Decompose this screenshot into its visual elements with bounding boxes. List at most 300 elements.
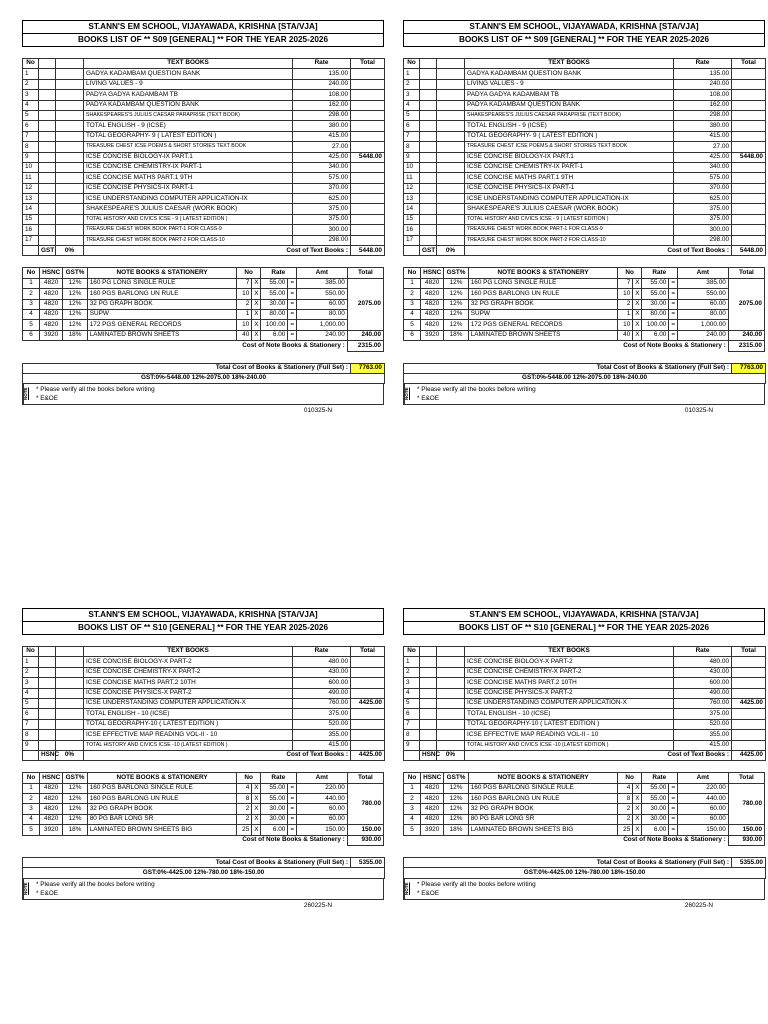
notebook-no: 3 xyxy=(404,804,421,814)
equals-sign: = xyxy=(288,804,297,814)
textbook-name: ICSE UNDERSTANDING COMPUTER APPLICATION-X xyxy=(465,698,674,708)
textbook-rate: 135.00 xyxy=(293,69,351,79)
notebook-row xyxy=(404,814,765,824)
textbook-no: 4 xyxy=(23,100,39,110)
textbooks-header-row xyxy=(404,59,766,69)
notebook-name: 160 PGS BARLONG SINGLE RULE xyxy=(468,783,618,793)
s10-list-right xyxy=(403,608,765,909)
notebook-rate: 30.00 xyxy=(260,299,288,309)
equals-sign: = xyxy=(669,783,678,793)
textbook-name: ICSE CONCISE PHYSICS-IX PART-1 xyxy=(84,183,293,193)
textbook-name: ICSE CONCISE PHYSICS-X PART-2 xyxy=(465,688,674,698)
multiply-sign: X xyxy=(633,289,641,299)
textbook-rate: 430.00 xyxy=(293,667,351,677)
textbook-rate: 375.00 xyxy=(674,204,732,214)
textbook-no: 5 xyxy=(404,698,420,708)
textbook-row xyxy=(404,214,766,224)
textbook-no: 8 xyxy=(23,730,39,740)
notebook-no: 4 xyxy=(23,309,40,319)
notebook-no: 3 xyxy=(404,299,421,309)
textbook-row xyxy=(23,152,385,162)
note-line: * Please verify all the books before writing xyxy=(36,386,155,394)
document-code: 010325-N xyxy=(303,407,332,415)
textbook-name: LIVING VALUES - 9 xyxy=(465,79,674,89)
notebooks-table xyxy=(403,772,765,846)
textbook-row xyxy=(23,90,385,100)
textbook-rate: 600.00 xyxy=(674,678,732,688)
textbook-no: 17 xyxy=(23,235,39,245)
notebook-gst: 18% xyxy=(444,330,468,340)
notebook-gst: 12% xyxy=(63,320,87,330)
notebook-name: 160 PGS BARLONG UN RULE xyxy=(468,289,618,299)
equals-sign: = xyxy=(669,804,678,814)
equals-sign: = xyxy=(288,309,297,319)
textbook-name: ICSE CONCISE CHEMISTRY-IX PART-1 xyxy=(465,162,674,172)
notebook-row xyxy=(404,309,765,319)
textbook-no: 2 xyxy=(404,79,420,89)
textbook-row xyxy=(404,152,766,162)
textbook-no: 1 xyxy=(404,69,420,79)
notebook-hsnc: 4820 xyxy=(420,794,443,804)
textbook-no: 14 xyxy=(23,204,39,214)
gst-label: GST xyxy=(39,246,56,256)
notebook-name: 160 PGS BARLONG UN RULE xyxy=(87,794,237,804)
notebook-amt: 80.00 xyxy=(677,309,728,319)
textbook-rate: 298.00 xyxy=(293,110,351,120)
col-header-total: Total xyxy=(351,647,385,657)
notebooks-cost-label: Cost of Note Books & Stationery : xyxy=(23,835,348,845)
multiply-sign: X xyxy=(252,783,260,793)
textbook-name: TREASURE CHEST WORK BOOK PART-2 FOR CLASS-10 xyxy=(84,235,293,245)
textbook-rate: 415.00 xyxy=(674,131,732,141)
notebook-qty: 25 xyxy=(237,825,252,835)
notebook-name: LAMINATED BROWN SHEETS BIG xyxy=(87,825,237,835)
notebook-no: 5 xyxy=(23,825,40,835)
equals-sign: = xyxy=(669,278,678,288)
textbook-no: 7 xyxy=(404,131,420,141)
notebook-amt: 385.00 xyxy=(296,278,347,288)
textbooks-cost: 5448.00 xyxy=(732,246,766,256)
grand-total-value: 7763.00 xyxy=(732,363,766,373)
notebook-gst: 12% xyxy=(63,804,87,814)
notebook-name: 160 PGS BARLONG UN RULE xyxy=(468,794,618,804)
equals-sign: = xyxy=(288,783,297,793)
textbooks-cost-row xyxy=(23,246,385,256)
textbook-name: GADYA KADAMBAM QUESTION BANK xyxy=(465,69,674,79)
textbook-rate: 625.00 xyxy=(674,194,732,204)
grand-total-label: Total Cost of Books & Stationery (Full Set) : xyxy=(404,363,732,373)
textbook-row xyxy=(23,131,385,141)
textbook-row xyxy=(404,100,766,110)
notebook-name: 172 PGS GENERAL RECORDS xyxy=(87,320,237,330)
note-box xyxy=(22,384,384,405)
col-header-gst: GST% xyxy=(63,268,87,278)
note-line: * Please verify all the books before writing xyxy=(417,386,536,394)
textbook-rate: 415.00 xyxy=(674,740,732,750)
col-header-no: No xyxy=(23,59,39,69)
equals-sign: = xyxy=(669,794,678,804)
notebook-amt: 1,000.00 xyxy=(677,320,728,330)
notebook-row xyxy=(404,289,765,299)
multiply-sign: X xyxy=(252,814,260,824)
textbook-row xyxy=(404,235,766,245)
grand-total-label: Total Cost of Books & Stationery (Full Set) : xyxy=(23,363,351,373)
col-header-notebooks: NOTE BOOKS & STATIONERY xyxy=(87,773,237,783)
textbook-row xyxy=(404,730,766,740)
notebook-hsnc: 4820 xyxy=(39,814,62,824)
textbook-name: ICSE EFFECTIVE MAP READING VOL-II - 10 xyxy=(465,730,674,740)
notebook-hsnc: 4820 xyxy=(39,289,62,299)
textbook-rate: 375.00 xyxy=(293,204,351,214)
equals-sign: = xyxy=(288,330,297,340)
textbook-rate: 380.00 xyxy=(674,121,732,131)
notebook-hsnc: 4820 xyxy=(420,814,443,824)
sheet-header xyxy=(22,20,384,47)
notebook-amt: 150.00 xyxy=(677,825,728,835)
textbook-row xyxy=(23,688,385,698)
notebook-hsnc: 4820 xyxy=(420,804,443,814)
textbooks-cost-label: Cost of Text Books : xyxy=(84,750,351,760)
textbook-row xyxy=(404,173,766,183)
note-label: NOTE xyxy=(404,384,415,404)
textbook-row xyxy=(404,162,766,172)
textbook-rate: 298.00 xyxy=(674,110,732,120)
notebook-amt: 440.00 xyxy=(296,794,347,804)
textbook-row xyxy=(404,225,766,235)
textbook-name: GADYA KADAMBAM QUESTION BANK xyxy=(84,69,293,79)
note-label: NOTE xyxy=(404,879,415,899)
notebook-rate: 55.00 xyxy=(641,289,669,299)
textbook-row xyxy=(23,678,385,688)
textbook-row xyxy=(23,162,385,172)
note-box xyxy=(22,879,384,900)
notebook-qty: 10 xyxy=(237,320,252,330)
textbook-rate: 415.00 xyxy=(293,740,351,750)
notebook-amt: 385.00 xyxy=(677,278,728,288)
notebook-qty: 8 xyxy=(237,794,252,804)
notebook-no: 5 xyxy=(404,320,421,330)
notebook-rate: 55.00 xyxy=(641,794,669,804)
equals-sign: = xyxy=(288,320,297,330)
notebook-name: SUPW xyxy=(87,309,237,319)
notebook-rate: 55.00 xyxy=(641,783,669,793)
multiply-sign: X xyxy=(252,320,260,330)
grand-total-table xyxy=(403,857,766,879)
notebook-qty: 40 xyxy=(618,330,633,340)
col-header-rate: Rate xyxy=(293,59,351,69)
multiply-sign: X xyxy=(252,299,260,309)
textbook-no: 10 xyxy=(404,162,420,172)
notebook-qty: 4 xyxy=(237,783,252,793)
notebook-amt: 220.00 xyxy=(677,783,728,793)
textbook-row xyxy=(404,79,766,89)
equals-sign: = xyxy=(288,278,297,288)
col-header-gst: GST% xyxy=(63,773,87,783)
textbook-no: 8 xyxy=(404,142,420,152)
notebooks-table xyxy=(22,772,384,846)
notebook-no: 4 xyxy=(404,309,421,319)
col-header-total: Total xyxy=(347,268,383,278)
textbook-no: 6 xyxy=(404,121,420,131)
textbooks-table xyxy=(22,58,385,256)
notebook-rate: 80.00 xyxy=(260,309,288,319)
notebook-gst: 18% xyxy=(63,825,87,835)
notebook-amt: 60.00 xyxy=(296,814,347,824)
notebooks-group-total: 2075.00 xyxy=(347,278,383,330)
gst-summary: GST:0%-5448.00 12%-2075.00 18%-240.00 xyxy=(404,373,766,383)
notebooks-cost-row xyxy=(23,835,384,845)
notebook-no: 6 xyxy=(23,330,40,340)
notebook-amt: 550.00 xyxy=(677,289,728,299)
textbook-rate: 520.00 xyxy=(293,719,351,729)
notebook-amt: 60.00 xyxy=(677,804,728,814)
textbook-row xyxy=(404,678,766,688)
textbook-no: 10 xyxy=(23,162,39,172)
notebooks-header-row xyxy=(404,773,765,783)
textbook-no: 9 xyxy=(404,152,420,162)
textbook-row xyxy=(23,698,385,708)
textbook-no: 2 xyxy=(23,667,39,677)
textbook-no: 3 xyxy=(404,90,420,100)
textbook-name: TOTAL GEOGRAPHY-10 ( LATEST EDITION ) xyxy=(465,719,674,729)
notebook-name: 80 PG BAR LONG SR xyxy=(87,814,237,824)
multiply-sign: X xyxy=(633,309,641,319)
textbook-name: ICSE CONCISE MATHS PART.2 10TH xyxy=(465,678,674,688)
gst-label: HSNC xyxy=(420,750,437,760)
textbook-rate: 27.00 xyxy=(674,142,732,152)
col-header-total: Total xyxy=(351,59,385,69)
textbook-row xyxy=(404,667,766,677)
gst-rate: 0% xyxy=(56,246,84,256)
multiply-sign: X xyxy=(633,825,641,835)
multiply-sign: X xyxy=(252,309,260,319)
col-header-no: No xyxy=(404,773,421,783)
textbook-name: PADYA GADYA KADAMBAM TB xyxy=(465,90,674,100)
textbook-row xyxy=(23,194,385,204)
notebook-gst: 12% xyxy=(444,814,468,824)
notebook-no: 2 xyxy=(23,289,40,299)
grand-total-label: Total Cost of Books & Stationery (Full Set) : xyxy=(23,858,351,868)
notebook-name: SUPW xyxy=(468,309,618,319)
textbook-row xyxy=(23,214,385,224)
textbook-name: PADYA GADYA KADAMBAM TB xyxy=(84,90,293,100)
textbook-no: 6 xyxy=(23,121,39,131)
textbook-no: 2 xyxy=(23,79,39,89)
notebook-qty: 8 xyxy=(618,794,633,804)
notebook-gst: 18% xyxy=(63,330,87,340)
notebooks-cost: 930.00 xyxy=(347,835,383,845)
multiply-sign: X xyxy=(633,814,641,824)
notebook-rate: 30.00 xyxy=(641,299,669,309)
textbook-rate: 760.00 xyxy=(674,698,732,708)
notebooks-cost-label: Cost of Note Books & Stationery : xyxy=(404,835,729,845)
notebook-qty: 2 xyxy=(618,814,633,824)
textbooks-cost-label: Cost of Text Books : xyxy=(465,750,732,760)
col-header-no: No xyxy=(23,647,39,657)
textbook-row xyxy=(23,235,385,245)
notebooks-single-total: 240.00 xyxy=(347,330,383,340)
s09-list-left xyxy=(22,20,384,415)
textbook-no: 11 xyxy=(23,173,39,183)
textbook-no: 9 xyxy=(404,740,420,750)
notebook-name: 32 PG GRAPH BOOK xyxy=(87,804,237,814)
note-line: * E&OE xyxy=(36,395,59,403)
col-header-rate: Rate xyxy=(641,773,677,783)
grand-total-value: 5355.00 xyxy=(351,858,385,868)
textbook-no: 3 xyxy=(23,90,39,100)
textbook-no: 15 xyxy=(23,214,39,224)
multiply-sign: X xyxy=(633,278,641,288)
textbook-row xyxy=(404,110,766,120)
notebook-row xyxy=(404,299,765,309)
notebook-gst: 12% xyxy=(63,794,87,804)
textbooks-header-row xyxy=(404,647,766,657)
notebook-hsnc: 3920 xyxy=(420,330,443,340)
notebook-no: 5 xyxy=(404,825,421,835)
school-name: ST.ANN'S EM SCHOOL, VIJAYAWADA, KRISHNA [STA/VJA] xyxy=(469,610,699,619)
textbook-no: 5 xyxy=(404,110,420,120)
textbook-row xyxy=(404,69,766,79)
col-header-rate: Rate xyxy=(674,647,732,657)
notebook-row xyxy=(23,804,384,814)
notebook-hsnc: 4820 xyxy=(420,309,443,319)
notebook-row xyxy=(404,783,765,793)
gst-rate: 0% xyxy=(56,750,84,760)
textbook-rate: 135.00 xyxy=(674,69,732,79)
grand-total-table xyxy=(403,363,766,385)
notebook-rate: 30.00 xyxy=(641,814,669,824)
textbook-rate: 162.00 xyxy=(674,100,732,110)
textbook-no: 8 xyxy=(23,142,39,152)
notebook-hsnc: 4820 xyxy=(39,309,62,319)
textbook-rate: 375.00 xyxy=(674,709,732,719)
notebooks-cost: 930.00 xyxy=(728,835,764,845)
gst-label: GST xyxy=(420,246,437,256)
textbook-no: 13 xyxy=(23,194,39,204)
notebook-qty: 7 xyxy=(618,278,633,288)
school-name: ST.ANN'S EM SCHOOL, VIJAYAWADA, KRISHNA [STA/VJA] xyxy=(88,610,318,619)
notebook-name: LAMINATED BROWN SHEETS BIG xyxy=(468,825,618,835)
equals-sign: = xyxy=(669,825,678,835)
col-header-hsnc: HSNC xyxy=(39,268,62,278)
col-header-rate: Rate xyxy=(293,647,351,657)
notebook-name: 32 PG GRAPH BOOK xyxy=(468,299,618,309)
gst-summary: GST:0%-5448.00 12%-2075.00 18%-240.00 xyxy=(23,373,385,383)
textbook-name: ICSE UNDERSTANDING COMPUTER APPLICATION-IX xyxy=(465,194,674,204)
list-title: BOOKS LIST OF ** S10 [GENERAL] ** FOR THE YEAR 2025-2026 xyxy=(404,621,764,634)
notebook-amt: 240.00 xyxy=(677,330,728,340)
col-header-textbooks: TEXT BOOKS xyxy=(84,59,293,69)
school-name: ST.ANN'S EM SCHOOL, VIJAYAWADA, KRISHNA [STA/VJA] xyxy=(469,22,699,31)
col-header-total: Total xyxy=(728,268,764,278)
col-header-total: Total xyxy=(347,773,383,783)
notebook-no: 5 xyxy=(23,320,40,330)
col-header-rate: Rate xyxy=(260,268,296,278)
multiply-sign: X xyxy=(252,278,260,288)
col-header-total: Total xyxy=(732,647,766,657)
textbook-name: TOTAL HISTORY AND CIVICS ICSE -10 (LATEST EDITION ) xyxy=(84,740,293,750)
notebook-row xyxy=(404,804,765,814)
textbook-no: 11 xyxy=(404,173,420,183)
notebook-rate: 80.00 xyxy=(641,309,669,319)
notebook-qty: 2 xyxy=(618,299,633,309)
notebook-row xyxy=(23,783,384,793)
note-line: * E&OE xyxy=(417,395,440,403)
equals-sign: = xyxy=(669,320,678,330)
textbook-name: TREASURE CHEST WORK BOOK PART-1 FOR CLASS-9 xyxy=(465,225,674,235)
textbooks-table xyxy=(403,58,766,256)
textbook-rate: 340.00 xyxy=(674,162,732,172)
notebook-amt: 440.00 xyxy=(677,794,728,804)
textbook-rate: 480.00 xyxy=(293,657,351,667)
textbook-name: TOTAL GEOGRAPHY- 9 ( LATEST EDITION ) xyxy=(84,131,293,141)
textbook-no: 3 xyxy=(23,678,39,688)
notebook-rate: 6.00 xyxy=(641,330,669,340)
textbooks-header-row xyxy=(23,647,385,657)
multiply-sign: X xyxy=(252,289,260,299)
note-box xyxy=(403,879,765,900)
col-header-notebooks: NOTE BOOKS & STATIONERY xyxy=(468,268,618,278)
notebook-hsnc: 4820 xyxy=(420,299,443,309)
col-header-gst: GST% xyxy=(444,773,468,783)
textbook-row xyxy=(404,719,766,729)
notebook-qty: 10 xyxy=(618,289,633,299)
notebook-no: 2 xyxy=(23,794,40,804)
document-code: 260225-N xyxy=(684,901,713,909)
notebook-gst: 12% xyxy=(63,783,87,793)
notebook-row xyxy=(404,278,765,288)
notebook-rate: 6.00 xyxy=(260,825,288,835)
notebook-hsnc: 3920 xyxy=(39,825,62,835)
textbook-rate: 375.00 xyxy=(293,214,351,224)
textbook-name: ICSE UNDERSTANDING COMPUTER APPLICATION-X xyxy=(84,698,293,708)
notebook-amt: 60.00 xyxy=(677,299,728,309)
notebook-qty: 25 xyxy=(618,825,633,835)
notebook-row xyxy=(23,825,384,835)
notebook-rate: 30.00 xyxy=(260,804,288,814)
textbook-rate: 240.00 xyxy=(674,79,732,89)
notebook-name: 160 PGS BARLONG SINGLE RULE xyxy=(87,783,237,793)
col-header-qty: No xyxy=(618,773,641,783)
notebook-hsnc: 4820 xyxy=(39,783,62,793)
notebook-gst: 12% xyxy=(444,309,468,319)
gst-summary: GST:0%-4425.00 12%-780.00 18%-150.00 xyxy=(404,868,766,878)
notebook-name: 32 PG GRAPH BOOK xyxy=(468,804,618,814)
notebooks-header-row xyxy=(23,773,384,783)
notebooks-cost-row xyxy=(404,835,765,845)
multiply-sign: X xyxy=(252,330,260,340)
notebooks-single-total: 150.00 xyxy=(347,825,383,835)
notebook-qty: 1 xyxy=(237,309,252,319)
textbooks-total: 4425.00 xyxy=(351,698,385,708)
col-header-hsnc: HSNC xyxy=(39,773,62,783)
grand-total-table xyxy=(22,363,385,385)
col-header-rate: Rate xyxy=(260,773,296,783)
multiply-sign: X xyxy=(252,804,260,814)
gst-label: HSNC xyxy=(39,750,56,760)
notebook-qty: 2 xyxy=(618,804,633,814)
sheet-header xyxy=(22,608,384,635)
notebook-name: 80 PG BAR LONG SR xyxy=(468,814,618,824)
textbook-name: ICSE CONCISE MATHS PART.1 9TH xyxy=(465,173,674,183)
notebook-hsnc: 4820 xyxy=(39,804,62,814)
notebook-no: 6 xyxy=(404,330,421,340)
textbook-name: ICSE CONCISE BIOLOGY-X PART-2 xyxy=(84,657,293,667)
textbook-rate: 340.00 xyxy=(293,162,351,172)
textbook-row xyxy=(23,79,385,89)
textbook-no: 5 xyxy=(23,110,39,120)
notebook-name: LAMINATED BROWN SHEETS xyxy=(468,330,618,340)
